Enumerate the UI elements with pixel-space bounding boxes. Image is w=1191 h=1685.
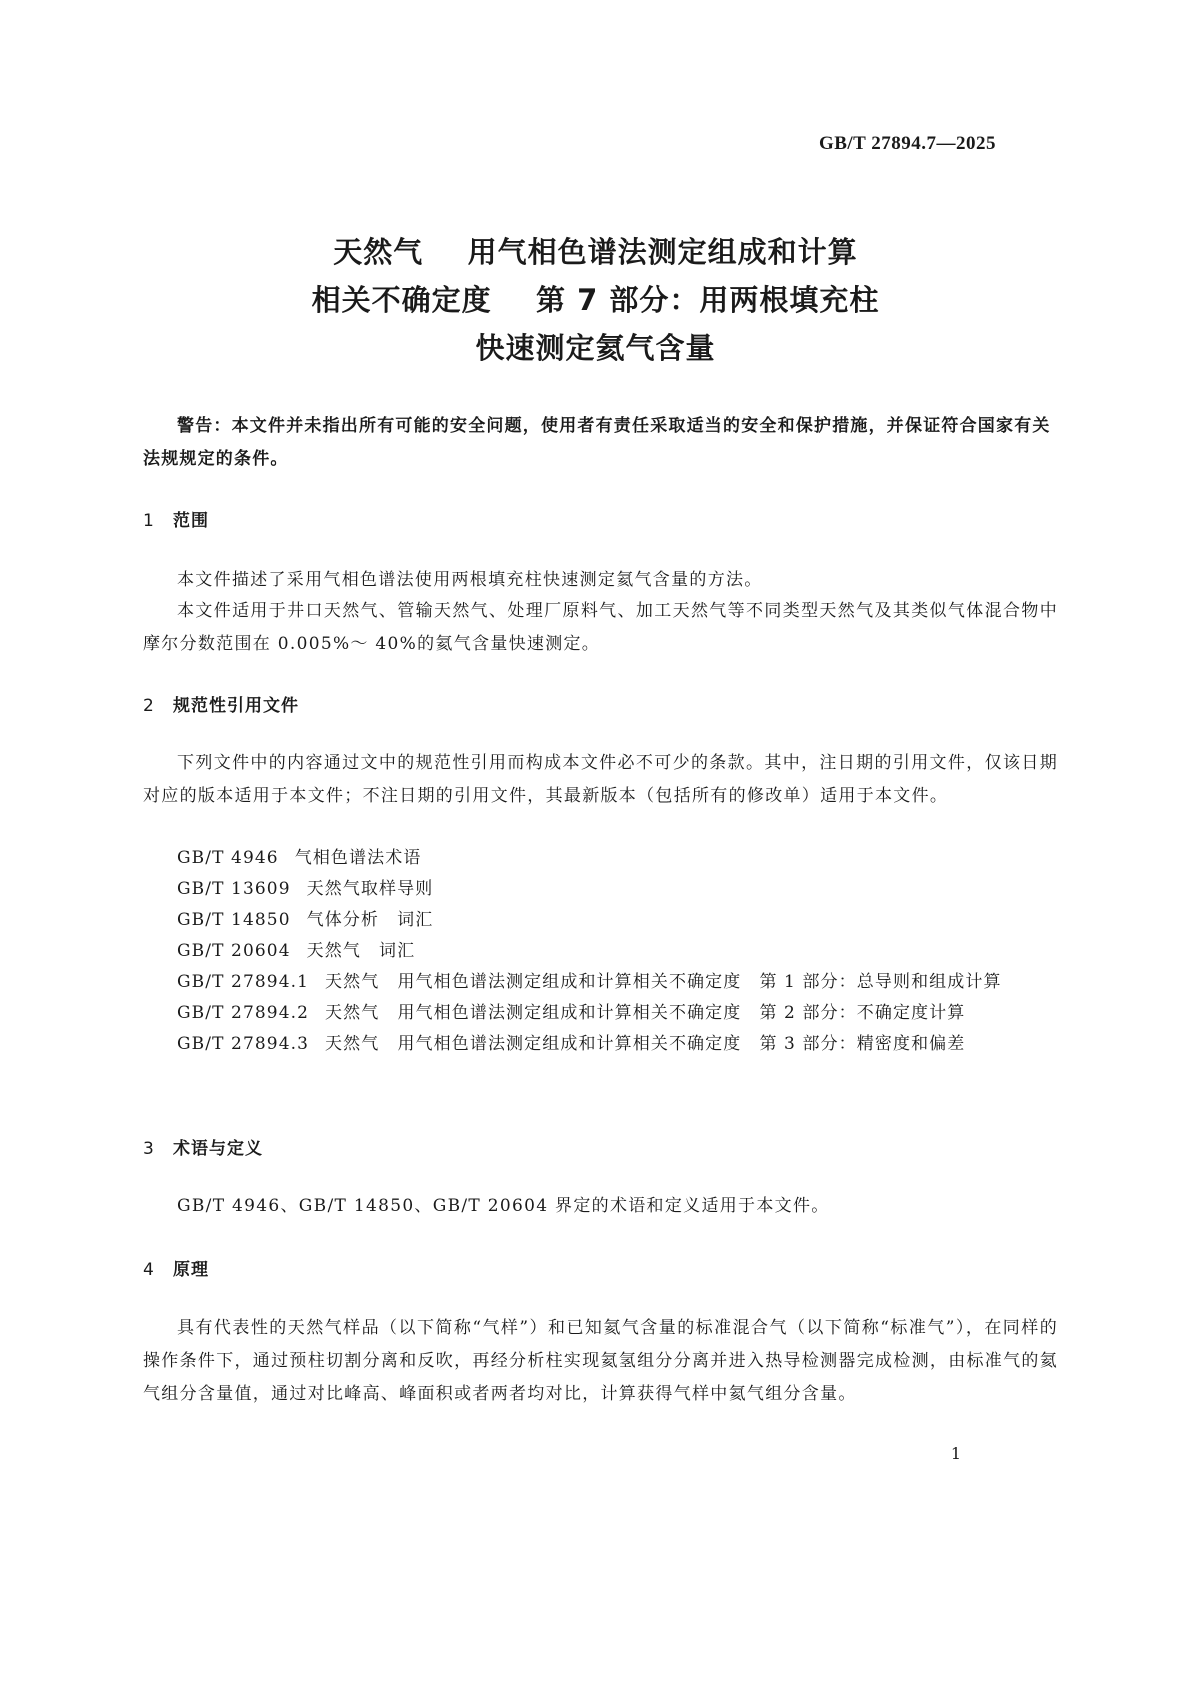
section-3-title: 术语与定义: [173, 1139, 263, 1159]
reference-item: [143, 905, 1058, 936]
reference-code: GB/T 4946: [177, 848, 279, 868]
section-4-paragraph: 具有代表性的天然气样品（以下简称“气样”）和已知氦气含量的标准混合气（以下简称“标准气”），在同样的操作条件下，通过预柱切割分离和反吹，再经分析柱实现氦氢组分分离并进入热导检测器完成检测，由标准气的氦气组分含量值，通过对比峰高、峰面积或者两者均对比，计算获得气样中氦气组分含量。: [143, 1318, 1058, 1404]
section-4-title: 原理: [173, 1260, 209, 1280]
section-2-number: 2: [143, 696, 155, 716]
reference-code: GB/T 20604: [177, 941, 291, 961]
section-2-title: 规范性引用文件: [173, 696, 299, 716]
section-3-paragraph: GB/T 4946、GB/T 14850、GB/T 20604 界定的术语和定义适用于本文件。: [177, 1196, 830, 1216]
reference-item: [143, 1029, 1058, 1060]
page-number: 1: [950, 1444, 961, 1463]
title-line-2: 相关不确定度 第 7 部分：用两根填充柱: [311, 283, 880, 317]
section-1-heading: [143, 506, 209, 531]
section-3-heading: [143, 1134, 263, 1159]
reference-code: GB/T 27894.1: [177, 972, 310, 992]
reference-item: [143, 843, 1058, 874]
section-2-heading: [143, 691, 299, 716]
standard-code: GB/T 27894.7—2025: [818, 133, 996, 154]
section-4-heading: [143, 1255, 209, 1280]
document-title: [120, 228, 1071, 372]
reference-title: 天然气 用气相色谱法测定组成和计算相关不确定度 第 2 部分：不确定度计算: [325, 1003, 966, 1023]
reference-title: 气体分析 词汇: [306, 910, 434, 930]
title-line-1: 天然气 用气相色谱法测定组成和计算: [333, 235, 858, 269]
reference-code: GB/T 13609: [177, 879, 291, 899]
reference-item: [143, 967, 1058, 998]
title-line-3: 快速测定氦气含量: [475, 331, 716, 365]
reference-item: [143, 998, 1058, 1029]
reference-title: 气相色谱法术语: [294, 848, 422, 868]
section-2-intro: 下列文件中的内容通过文中的规范性引用而构成本文件必不可少的条款。其中，注日期的引用文件，仅该日期对应的版本适用于本文件；不注日期的引用文件，其最新版本（包括所有的修改单）适用于本文件。: [143, 753, 1058, 806]
section-1-title: 范围: [173, 511, 209, 531]
reference-item: [143, 874, 1058, 905]
reference-title: 天然气 用气相色谱法测定组成和计算相关不确定度 第 3 部分：精密度和偏差: [325, 1034, 966, 1054]
reference-title: 天然气取样导则: [306, 879, 434, 899]
reference-code: GB/T 27894.3: [177, 1034, 310, 1054]
section-1-paragraph-2: 本文件适用于井口天然气、管输天然气、处理厂原料气、加工天然气等不同类型天然气及其类似气体混合物中摩尔分数范围在 0.005%～ 40%的氦气含量快速测定。: [143, 601, 1058, 654]
reference-code: GB/T 14850: [177, 910, 291, 930]
reference-item: [143, 936, 1058, 967]
reference-list: [143, 843, 1058, 1060]
reference-title: 天然气 词汇: [306, 941, 416, 961]
section-1-paragraph-1: 本文件描述了采用气相色谱法使用两根填充柱快速测定氦气含量的方法。: [177, 570, 763, 590]
warning-text: 警告：本文件并未指出所有可能的安全问题，使用者有责任采取适当的安全和保护措施，并保证符合国家有关法规规定的条件。: [143, 416, 1051, 469]
section-1-number: 1: [143, 511, 155, 531]
section-4-number: 4: [143, 1260, 155, 1280]
reference-code: GB/T 27894.2: [177, 1003, 310, 1023]
section-3-number: 3: [143, 1139, 155, 1159]
reference-title: 天然气 用气相色谱法测定组成和计算相关不确定度 第 1 部分：总导则和组成计算: [325, 972, 1002, 992]
